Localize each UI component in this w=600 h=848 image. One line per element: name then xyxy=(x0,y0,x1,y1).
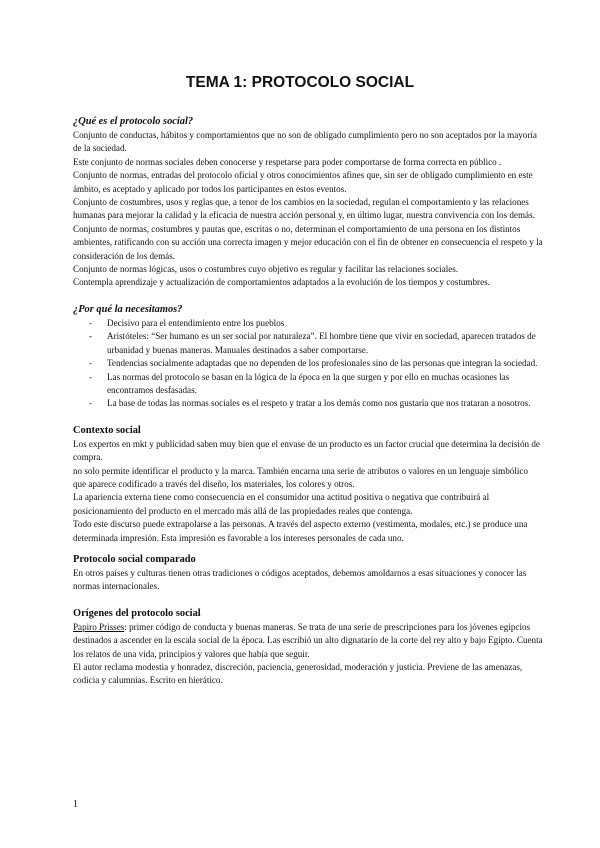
papiro-prisses-label: Papiro Prisses xyxy=(73,621,125,632)
page-title: TEMA 1: PROTOCOLO SOCIAL xyxy=(185,74,415,91)
list-item: - Tendencias socialmente adaptadas que no dependen de los profesionales sino de las personas que integran la sociedad. xyxy=(73,357,543,370)
paragraph: Conjunto de conductas, hábitos y comportamientos que no son de obligado cumplimiento pero no son aceptados por la mayoría de la sociedad. xyxy=(73,130,537,154)
why-list xyxy=(73,317,543,411)
list-item: - Decisivo para el entendimiento entre los pueblos xyxy=(73,317,543,330)
section-heading-origins: Orígenes del protocolo social xyxy=(73,607,201,619)
paragraph: En otros países y culturas tienen otras tradiciones o códigos aceptados, debemos amoldarnos a esas situaciones y conocer las normas internacionales. xyxy=(73,567,527,592)
paragraph: Este conjunto de normas sociales deben conocerse y respetarse para poder comportarse de forma correcta en público . xyxy=(73,156,502,167)
section-heading-context: Contexto social xyxy=(73,424,141,436)
paragraph: La apariencia externa tiene como consecuencia en el consumidor una actitud positiva o negativa que contribuirá al posicionamiento del producto en el mercado más allá de las propiedades reales que contenga. xyxy=(73,492,490,516)
list-item: - Las normas del protocolo se basan en la lógica de la época en la que surgen y por ello en muchas ocasiones las encontramos desfasadas. xyxy=(89,371,510,395)
paragraph: Papiro Prisses: primer código de conducta y buenas maneras. Se trata de una serie de prescripciones para los jóvenes egipcios destinados a ascender en la escala social de la época. Las escribió un alto dignatario de la corte del rey alto y bajo Egipto. Cuenta los relatos de una vida, principios y valores que había que seguir. xyxy=(73,621,543,659)
dash-bullet: - xyxy=(89,317,93,328)
paragraph: Conjunto de normas lógicas, usos o costumbres cuyo objetivo es regular y facilitar las relaciones sociales. xyxy=(73,264,459,275)
list-item: - La base de todas las normas sociales es el respeto y tratar a los demás como nos gustaría que nos trataran a nosotros. xyxy=(73,397,543,410)
paragraph: Contempla aprendizaje y actualización de comportamientos adaptados a la evolución de los tiempos y costumbres. xyxy=(73,277,490,288)
list-item: - Aristóteles: “Ser humano es un ser social por naturaleza”. El hombre tiene que vivir en sociedad, aparecen tratados de urbanidad y buenas maneras. Manuales destinados a saber comportarse. xyxy=(89,331,536,355)
paragraph: Conjunto de normas, entradas del protocolo oficial y otros conocimientos afines que, sin ser de obligado cumplimiento en este ámbito, es aceptado y aplicado por todos los participantes en estos eventos. xyxy=(73,170,533,194)
document-body xyxy=(73,115,543,688)
paragraph: El autor reclama modestia y honradez, discreción, paciencia, generosidad, moderación y justicia. Previene de las amenazas, codicia y calumnias. Escrito en hierático. xyxy=(73,662,523,686)
paragraph: no solo permite identificar el producto y la marca. También encarna una serie de atributos o valores en un lenguaje simbólico que aparece codificado a través del diseño, los materiales, los colores y otros. xyxy=(73,465,528,489)
dash-bullet: - xyxy=(89,371,93,382)
section-heading-what: ¿Qué es el protocolo social? xyxy=(73,116,194,127)
page-number: 1 xyxy=(73,799,78,810)
dash-bullet: - xyxy=(89,331,93,342)
paragraph: Conjunto de normas, costumbres y pautas que, escritas o no, determinan el comportamiento de una persona en los distintos ambientes, ratificando con su acción una correcta imagen y mejor educación con el fin de obtener en consecuencia el respeto y la consideración de los demás. xyxy=(73,223,543,261)
section-heading-why: ¿Por qué la necesitamos? xyxy=(73,303,183,315)
paragraph: Los expertos en mkt y publicidad saben muy bien que el envase de un producto es un factor crucial que determina la decisión de compra. xyxy=(73,438,540,463)
dash-bullet: - xyxy=(89,358,93,369)
paragraph: Todo este discurso puede extrapolarse a las personas. A través del aspecto externo (vestimenta, modales, etc.) se produce una determinada impresión. Esta impresión es favorable a los intereses personales de cada uno. xyxy=(73,519,528,543)
paragraph: Conjunto de costumbres, usos y reglas que, a tenor de los cambios en la sociedad, regulan el comportamiento y las relaciones humanas para mejorar la calidad y la eficacia de nuestra acción personal y, en último lugar, nuestra convivencia con los demás. xyxy=(73,197,535,221)
section-heading-compared: Protocolo social comparado xyxy=(73,553,196,565)
dash-bullet: - xyxy=(89,398,93,409)
